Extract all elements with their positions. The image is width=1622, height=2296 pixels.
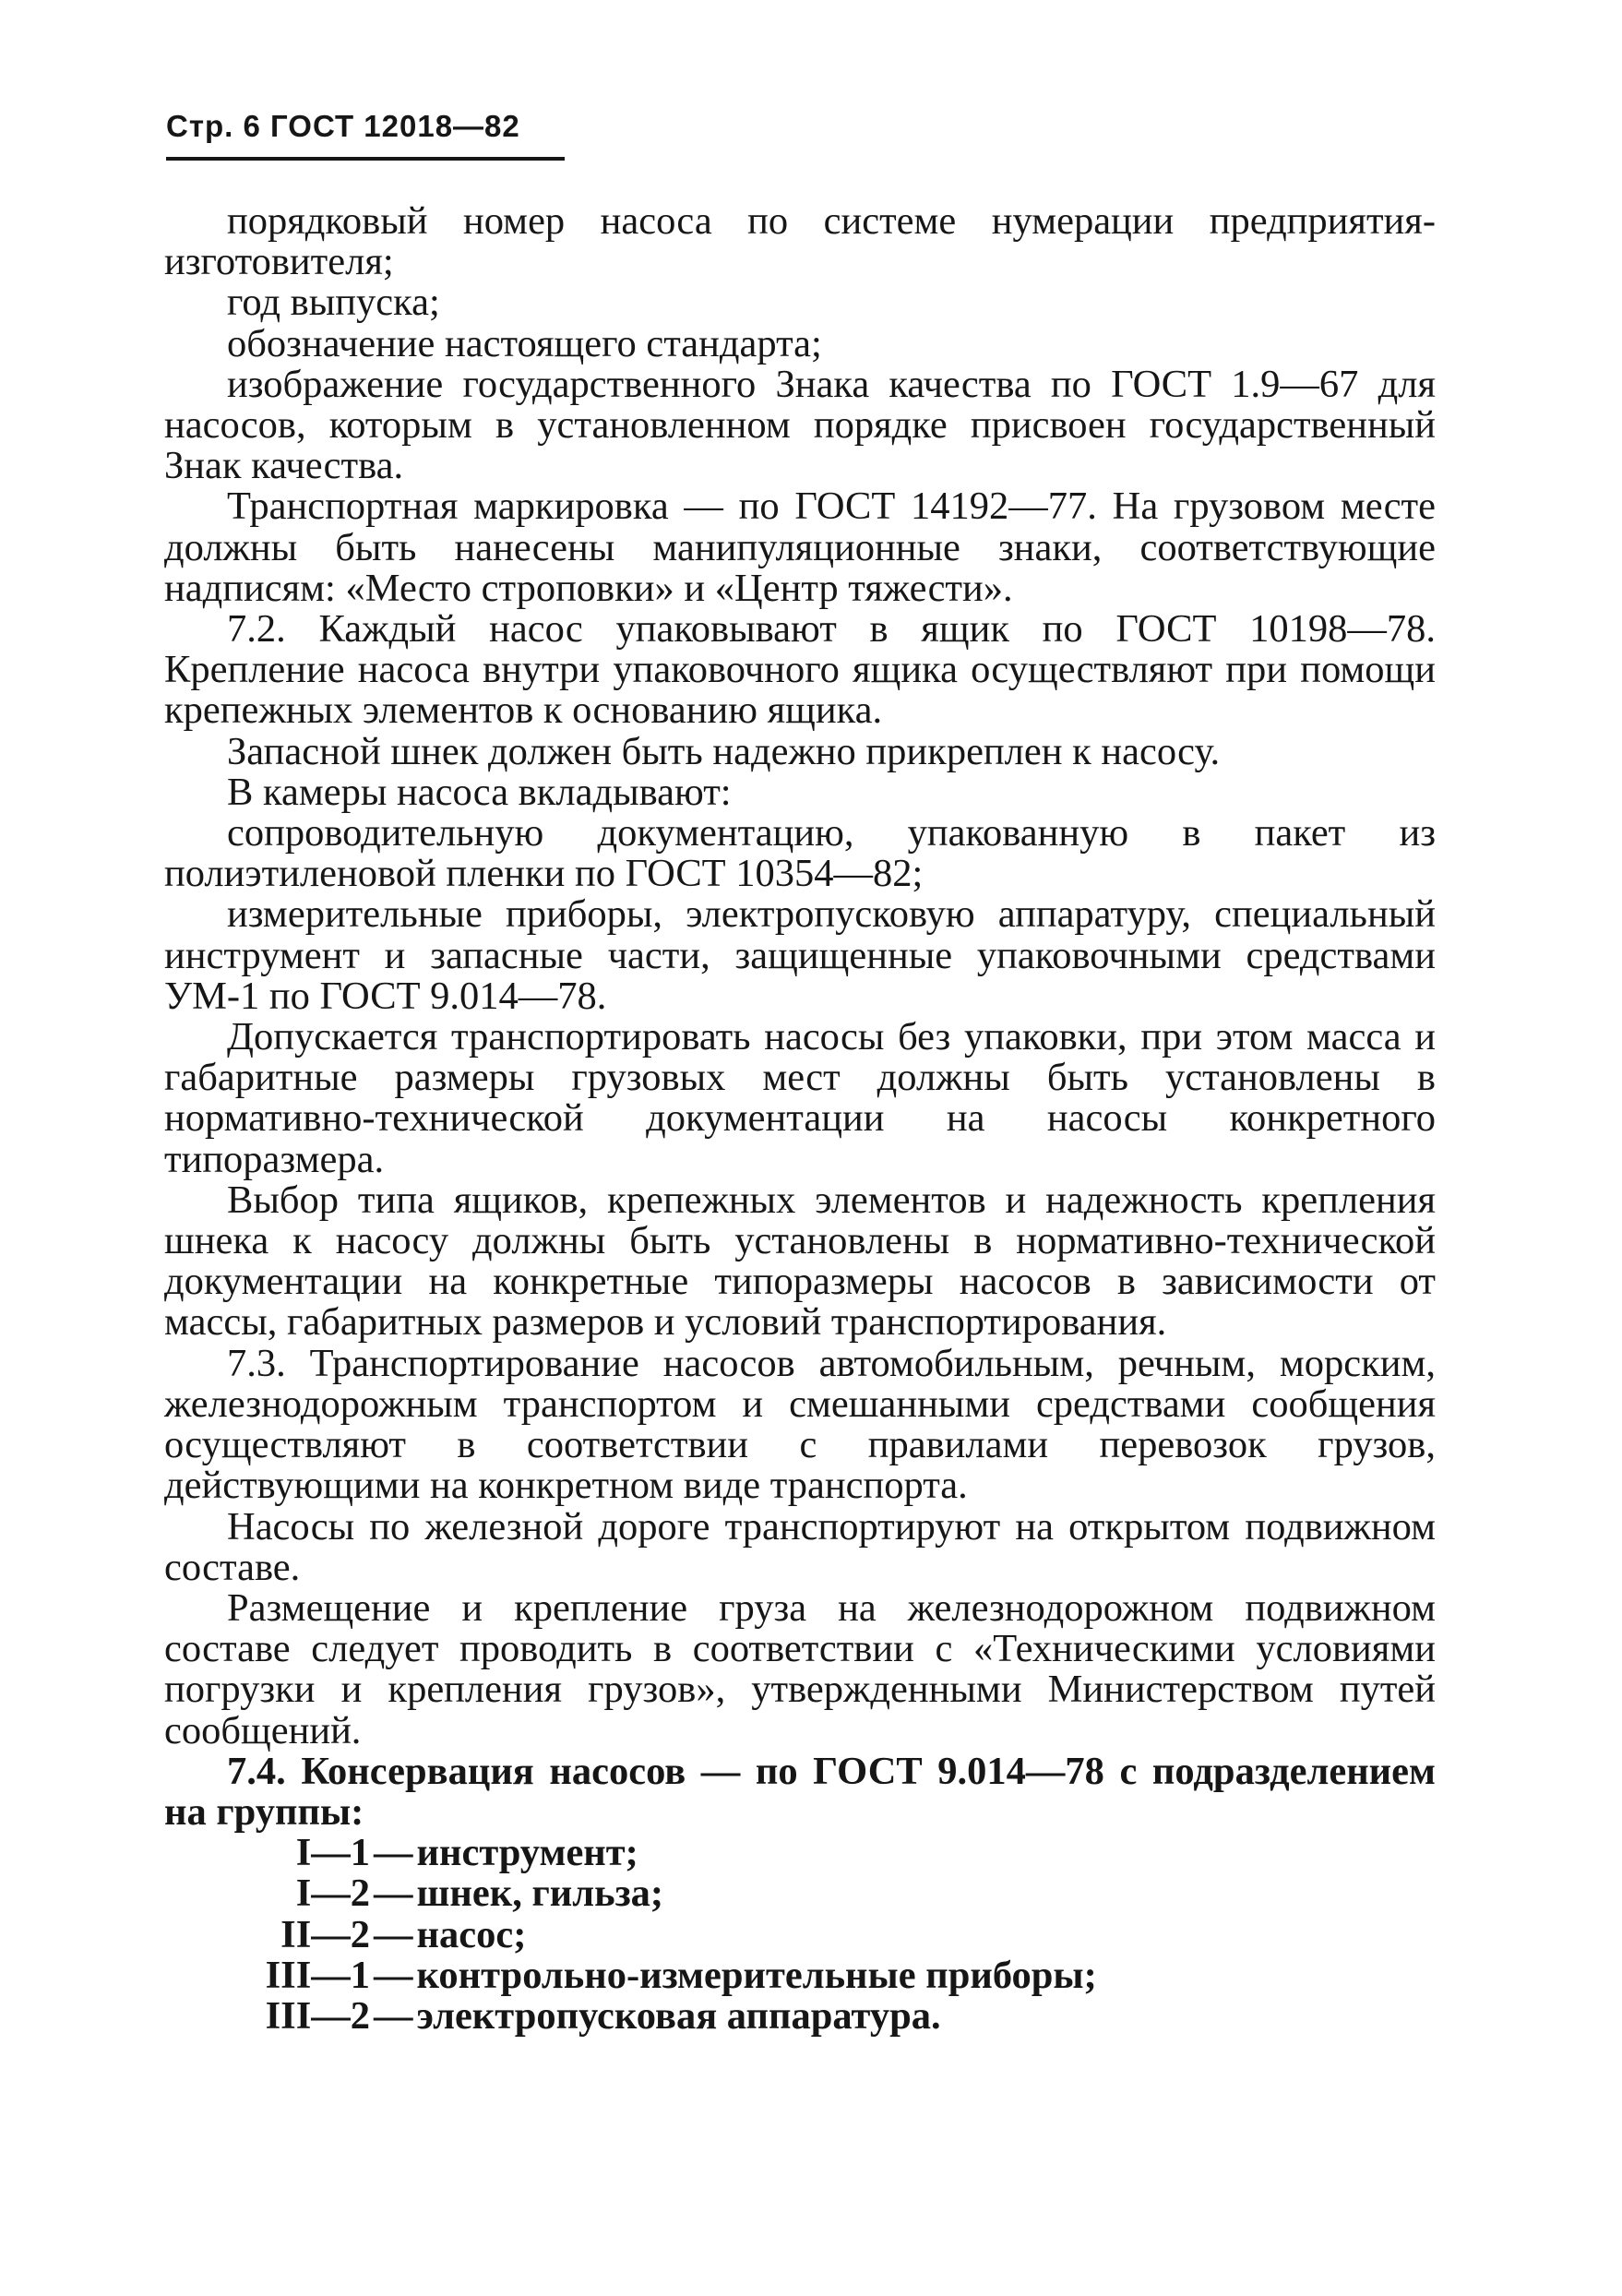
group-separator: — (374, 1912, 413, 1956)
paragraph-7-4: 7.4. Консервация насосов — по ГОСТ 9.014—78 с подразделением на группы: (164, 1749, 1436, 1834)
group-item (164, 1912, 1436, 1956)
group-label: насос; (416, 1912, 527, 1956)
group-code: I—2 (295, 1871, 370, 1916)
group-code: III—2 (265, 1993, 370, 2038)
paragraph-placement: Размещение и крепление груза на железнодорожном подвижном составе следует проводить в соответствии с «Техническими условиями погрузки и крепления грузов», утвержденными Министерством путей сообщений. (164, 1585, 1436, 1752)
paragraph-serial-number: порядковый номер насоса по системе нумерации предприятия-изготовителя; (164, 199, 1436, 284)
paragraph-transport-marking: Транспортная маркировка — по ГОСТ 14192—77. На грузовом месте должны быть нанесены манипуляционные знаки, соответствующие надписям: «Место строповки» и «Центр тяжести». (164, 484, 1436, 610)
page-header: Стр. 6 ГОСТ 12018—82 (166, 109, 520, 143)
group-separator: — (374, 1831, 413, 1875)
group-label: контрольно-измерительные приборы; (416, 1953, 1097, 1997)
group-item (164, 1873, 1436, 1914)
group-label: электропусковая аппаратура. (416, 1993, 941, 2038)
group-code: I—1 (295, 1831, 370, 1875)
paragraph-box-selection: Выбор типа ящиков, крепежных элементов и надежность крепления шнека к насосу должны быть установлены в нормативно-технической документации на конкретные типоразмеры насосов в зависимости от массы, габаритных размеров и условий транспортирования. (164, 1178, 1436, 1345)
group-label: инструмент; (416, 1831, 638, 1875)
paragraph-spare-screw: Запасной шнек должен быть надежно прикреплен к насосу. (227, 729, 1221, 773)
paragraph-railway: Насосы по железной дороге транспортируют на открытом подвижном составе. (164, 1504, 1436, 1589)
group-item (164, 1993, 1436, 2038)
group-code: II—2 (280, 1912, 370, 1956)
group-separator: — (374, 1871, 413, 1916)
paragraph-documentation: сопроводительную документацию, упакованную в пакет из полиэтиленовой пленки по ГОСТ 10354—82; (164, 811, 1436, 896)
paragraph-7-3: 7.3. Транспортирование насосов автомобильным, речным, морским, железнодорожным транспортом и смешанными средствами сообщения осуществляют в соответствии с правилами перевозок грузов, действующими на конкретном виде транспорта. (164, 1341, 1436, 1508)
group-item (164, 1955, 1436, 1996)
header-rule (166, 157, 565, 161)
paragraph-standard-designation: обозначение настоящего стандарта; (227, 321, 822, 365)
paragraph-year: год выпуска; (227, 281, 440, 325)
paragraph-7-2: 7.2. Каждый насос упаковывают в ящик по ГОСТ 10198—78. Крепление насоса внутри упаковочного ящика осуществляют при помощи крепежных элементов к основанию ящика. (164, 607, 1436, 733)
group-separator: — (374, 1993, 413, 2038)
group-code: III—1 (265, 1953, 370, 1997)
conservation-groups-list (164, 1833, 1436, 2037)
document-body (164, 201, 1436, 2037)
paragraph-chambers: В камеры насоса вкладывают: (227, 770, 732, 814)
paragraph-quality-mark: изображение государственного Знака качества по ГОСТ 1.9—67 для насосов, которым в установленном порядке присвоен государственный Знак качества. (164, 362, 1436, 488)
paragraph-instruments: измерительные приборы, электропусковую аппаратуру, специальный инструмент и запасные части, защищенные упаковочными средствами УМ-1 по ГОСТ 9.014—78. (164, 892, 1436, 1018)
group-label: шнек, гильза; (416, 1871, 664, 1916)
group-item (164, 1833, 1436, 1873)
paragraph-no-packing: Допускается транспортировать насосы без упаковки, при этом масса и габаритные размеры грузовых мест должны быть установлены в нормативно-технической документации на насосы конкретного типоразмера. (164, 1015, 1436, 1181)
group-separator: — (374, 1953, 413, 1997)
